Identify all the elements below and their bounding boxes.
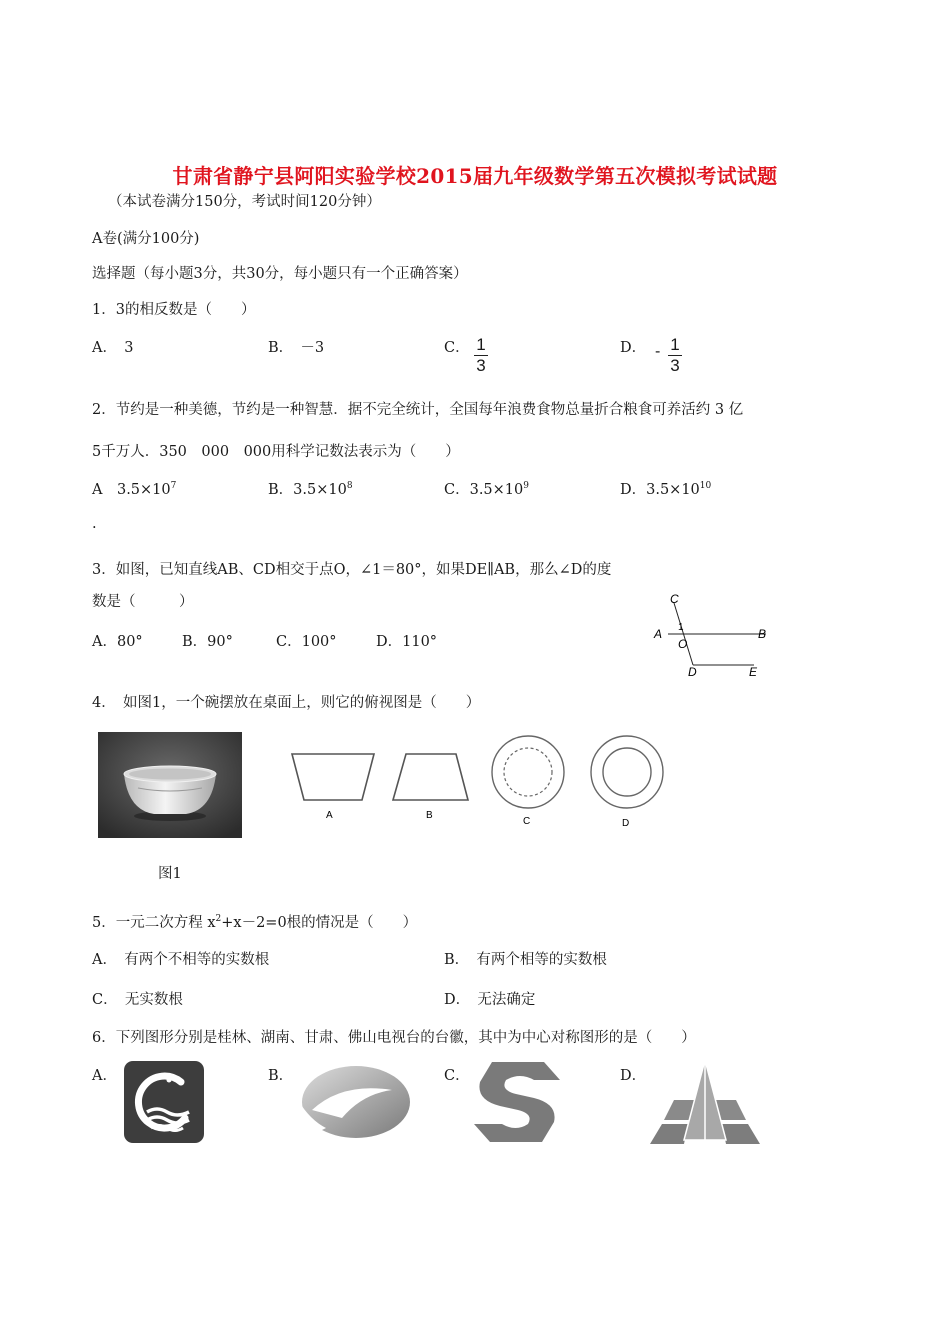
- foshan-tv-logo: [648, 1058, 762, 1146]
- exam-subtitle: （本试卷满分150分，考试时间120分钟）: [108, 194, 381, 210]
- fraction-denominator: 3: [476, 356, 486, 375]
- q2-trailing-dot: .: [92, 516, 97, 532]
- q2-option-a: [92, 478, 176, 499]
- label-b: B: [758, 627, 767, 641]
- q5-stem-exp: 2: [215, 914, 222, 925]
- label-c: C: [670, 592, 679, 606]
- label-angle-1: 1: [678, 622, 684, 633]
- q2-option-b-base: B．3.5×10: [268, 482, 347, 498]
- q5-option-d: D． 无法确定: [444, 992, 536, 1008]
- q1-option-b: B． －3: [268, 340, 325, 356]
- option-b-trapezoid: [393, 754, 468, 800]
- q3-stem-line2: 数是（ ）: [92, 594, 194, 610]
- q6-stem: 6．下列图形分别是桂林、湖南、甘肃、佛山电视台的台徽，其中为中心对称图形的是（ ）: [92, 1030, 696, 1046]
- q2-option-c: [444, 478, 529, 499]
- q1-option-c-fraction: [474, 336, 488, 375]
- option-c-label: C: [523, 816, 531, 827]
- q5-option-b: B． 有两个相等的实数根: [444, 952, 607, 968]
- fraction-numerator: 1: [476, 335, 486, 354]
- q2-option-d: [620, 478, 711, 499]
- q6-option-c-label: C．: [444, 1068, 470, 1084]
- q6-option-b-label: B．: [268, 1068, 294, 1084]
- q6-option-d-label: D．: [620, 1068, 647, 1084]
- q6-option-a-label: A．: [92, 1068, 117, 1084]
- q2-option-a-exp: 7: [170, 481, 177, 492]
- q4-options-figure: [266, 726, 690, 844]
- q3-option-d: D．110°: [376, 634, 438, 650]
- exam-title: 甘肃省静宁县阿阳实验学校2015届九年级数学第五次模拟考试试题: [172, 164, 778, 188]
- q5-stem-post: +x－2=0根的情况是（ ）: [221, 915, 418, 931]
- q1-option-d-prefix: D．: [620, 340, 647, 356]
- q2-option-c-base: C．3.5×10: [444, 482, 524, 498]
- q3-geometry-figure: [640, 585, 780, 685]
- label-a: A: [654, 627, 663, 641]
- q2-option-d-exp: 10: [699, 481, 712, 492]
- section-a-heading: A卷(满分100分): [92, 231, 200, 247]
- q2-option-b: [268, 478, 353, 499]
- option-c-inner-dashed-circle: [504, 748, 552, 796]
- gansu-tv-logo: [472, 1060, 562, 1144]
- option-d-outer-circle: [591, 736, 663, 808]
- q5-option-a: A． 有两个不相等的实数根: [92, 952, 270, 968]
- q3-stem-line1: 3．如图，已知直线AB、CD相交于点O，∠1＝80°，如果DE∥AB，那么∠D的度: [92, 562, 612, 578]
- q3-option-c: C．100°: [276, 634, 337, 650]
- label-e: E: [749, 665, 758, 679]
- option-a-label: A: [326, 810, 333, 821]
- q1-option-d-fraction: [668, 336, 682, 375]
- instructions: 选择题（每小题3分，共30分，每小题只有一个正确答案）: [92, 266, 468, 282]
- hunan-tv-logo: [296, 1060, 414, 1144]
- label-o: O: [678, 637, 688, 651]
- option-c-outer-circle: [492, 736, 564, 808]
- figure-1-caption: 图1: [158, 866, 182, 882]
- fraction-denominator: 3: [670, 356, 680, 375]
- fraction-numerator: 1: [670, 335, 680, 354]
- q3-option-b: B．90°: [182, 634, 233, 650]
- option-d-inner-circle: [603, 748, 651, 796]
- q3-option-a: A．80°: [92, 634, 143, 650]
- q2-stem-line1: 2．节约是一种美德，节约是一种智慧．据不完全统计，全国每年浪费食物总量折合粮食可养活约 3 亿: [92, 402, 744, 418]
- q2-option-d-base: D．3.5×10: [620, 482, 700, 498]
- option-b-label: B: [426, 810, 433, 821]
- option-a-trapezoid: [292, 754, 374, 800]
- q4-stem: 4． 如图1，一个碗摆放在桌面上，则它的俯视图是（ ）: [92, 695, 481, 711]
- q1-option-c-prefix: C．: [444, 340, 470, 356]
- label-d: D: [688, 665, 697, 679]
- q5-stem-pre: 5．一元二次方程 x: [92, 915, 216, 931]
- q2-option-a-base: A 3.5×10: [92, 482, 171, 498]
- q1-option-a: A． 3: [92, 340, 134, 356]
- q2-option-b-exp: 8: [346, 481, 353, 492]
- q2-stem-line2: 5千万人．350 000 000用科学记数法表示为（ ）: [92, 444, 460, 460]
- q2-option-c-exp: 9: [523, 481, 529, 492]
- q1-option-d-sign: -: [655, 343, 661, 360]
- q5-stem: [92, 911, 417, 932]
- option-d-label: D: [622, 818, 630, 829]
- guilin-tv-logo: [123, 1060, 205, 1144]
- q1-stem: 1．3的相反数是（ ）: [92, 302, 256, 318]
- q5-option-c: C． 无实数根: [92, 992, 183, 1008]
- bowl-photo: [98, 732, 242, 838]
